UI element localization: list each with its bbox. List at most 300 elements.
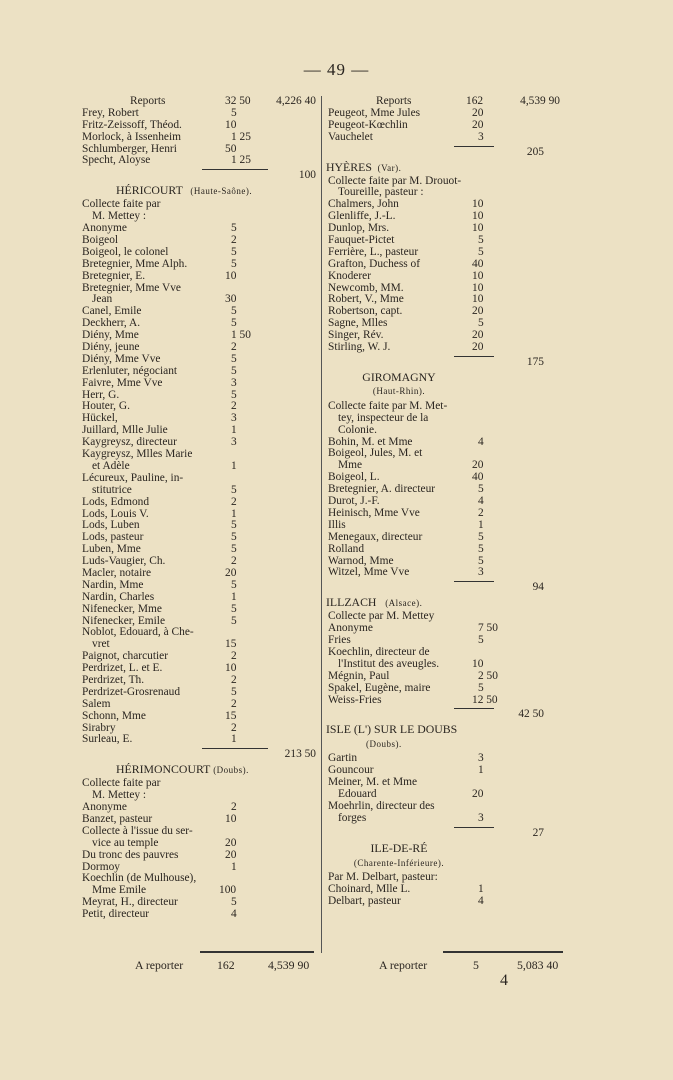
entry-amount: 12 50: [472, 693, 498, 706]
entry-amount: 5: [231, 896, 237, 909]
entry-name: Nardin, Mme: [82, 578, 144, 591]
entry-row: [324, 532, 574, 544]
entry-name: Choinard, Mlle L.: [328, 882, 411, 895]
entry-amount: 2: [231, 495, 237, 508]
entry-row: [324, 813, 574, 825]
entry-name: Glenliffe, J.-L.: [328, 210, 396, 223]
entry-name: stitutrice: [92, 483, 132, 496]
entry-name: Lods, Louis V.: [82, 507, 149, 520]
entry-row: [78, 155, 322, 167]
entry-name: Bretegnier, Mme Vve: [82, 281, 181, 294]
entry-row: [78, 120, 322, 132]
entry-name: Du tronc des pauvres: [82, 848, 179, 861]
entry-name: Vauchelet: [328, 130, 373, 143]
entry-name: Robert, V., Mme: [328, 293, 404, 306]
entry-amount: 10: [472, 281, 484, 294]
entry-amount: 10: [472, 222, 484, 235]
footer-left-subtotal: 162: [217, 958, 235, 972]
section-region: (Alsace).: [385, 598, 423, 609]
entry-name: Surleau, E.: [82, 733, 133, 746]
entry-amount: 40: [472, 471, 484, 484]
entry-amount: 3: [478, 752, 484, 765]
entry-row: [324, 108, 574, 120]
section-heading: [324, 723, 574, 753]
entry-name: Singer, Rév.: [328, 329, 384, 342]
entry-name: Bohin, M. et Mme: [328, 435, 413, 448]
entry-amount: 5: [231, 614, 237, 627]
entry-row: [324, 271, 574, 283]
entry-name: Spakel, Eugène, maire: [328, 681, 431, 694]
footer-rule-right: [443, 951, 563, 953]
entry-amount: 10: [225, 118, 237, 131]
entry-row: [324, 425, 574, 437]
entry-row: [78, 592, 322, 604]
entry-name: Heinisch, Mme Vve: [328, 506, 420, 519]
entry-row: [78, 378, 322, 390]
entry-name: Knoderer: [328, 269, 372, 282]
entry-amount: 5: [231, 685, 237, 698]
entry-amount: 10: [225, 812, 237, 825]
entry-name: Ferrière, L., pasteur: [328, 245, 419, 258]
section-title: GIROMAGNY: [362, 369, 436, 384]
entry-name: Lods, Luben: [82, 519, 140, 532]
entry-amount: 5: [231, 352, 237, 365]
entry-row: [324, 659, 574, 671]
section-heading: [324, 842, 574, 872]
entry-row: [78, 108, 322, 120]
entry-amount: 2: [231, 697, 237, 710]
entry-amount: 5: [478, 483, 484, 496]
entry-name: Koechlin (de Mulhouse),: [82, 872, 197, 885]
entry-name: Reports: [376, 95, 412, 107]
entry-amount: 10: [472, 657, 484, 670]
entry-name: Edouard: [338, 788, 377, 801]
entry-name: Morlock, à Issenheim: [82, 130, 182, 143]
entry-name: Lods, pasteur: [82, 531, 144, 544]
entry-name: Par M. Delbart, pasteur:: [328, 870, 438, 883]
footer-left-total: 4,539 90: [268, 958, 310, 972]
signature-mark: 4: [500, 972, 508, 989]
subtotal-rule: [202, 748, 268, 749]
entry-row: [78, 826, 322, 838]
entry-amount: 3: [231, 436, 237, 449]
entry-name: Meiner, M. et Mme: [328, 776, 418, 789]
entry-name: Toureille, pasteur :: [338, 186, 424, 199]
entry-amount: 2: [231, 341, 237, 354]
entry-amount: 20: [225, 566, 237, 579]
entry-amount: 3: [478, 566, 484, 579]
entry-row: [78, 247, 322, 259]
entry-amount: 30: [225, 293, 237, 306]
entry-row: [78, 485, 322, 497]
entry-amount: 2: [231, 801, 237, 814]
section-heading: [324, 596, 574, 611]
section-total-row: [324, 144, 574, 158]
entry-amount: 5: [231, 483, 237, 496]
entry-name: Nifenecker, Mme: [82, 602, 162, 615]
entry-row: [324, 120, 574, 132]
entry-row: [324, 623, 574, 635]
entry-amount: 32 50: [225, 95, 251, 107]
entry-name: Collecte faite par: [82, 777, 161, 790]
entry-name: Herr, G.: [82, 388, 120, 401]
entry-name: Stirling, W. J.: [328, 341, 391, 354]
entry-amount: 5: [231, 245, 237, 258]
section-total-row: [324, 579, 574, 593]
entry-amount: 5: [231, 257, 237, 270]
entry-amount: 5: [231, 364, 237, 377]
entry-name: Erlenluter, négociant: [82, 364, 178, 377]
entry-name: Koechlin, directeur de: [328, 645, 430, 658]
entry-amount: 1: [231, 860, 237, 873]
entry-amount: 10: [472, 293, 484, 306]
entry-name: Meyrat, H., directeur: [82, 896, 178, 909]
footer-right-total: 5,083 40: [517, 958, 559, 972]
entry-name: Gouncour: [328, 764, 374, 777]
entry-row: [324, 671, 574, 683]
entry-row: [324, 508, 574, 520]
entry-amount: 20: [472, 106, 484, 119]
entry-amount: 5: [231, 388, 237, 401]
entry-name: Anonyme: [82, 222, 127, 235]
entry-amount: 162: [466, 95, 484, 107]
footer-right-label: A reporter: [379, 958, 428, 972]
entry-amount: 1: [478, 882, 484, 895]
entry-name: Dunlop, Mrs.: [328, 222, 390, 235]
entry-amount: 5: [231, 305, 237, 318]
entry-name: Delbart, pasteur: [328, 894, 401, 907]
entry-name: l'Institut des aveugles.: [338, 657, 440, 670]
entry-amount: 20: [472, 341, 484, 354]
entry-name: Collecte faite par M. Drouot-: [328, 174, 462, 187]
entry-name: Macler, notaire: [82, 566, 152, 579]
entry-row: [78, 132, 322, 144]
entry-name: Newcomb, MM.: [328, 281, 404, 294]
footer-right-subtotal: 5: [473, 958, 479, 972]
section-title: ILLZACH: [326, 595, 377, 610]
entry-amount: 5: [478, 317, 484, 330]
entry-row: [78, 283, 322, 295]
entry-amount: 2 50: [478, 669, 498, 682]
entry-amount: 10: [472, 269, 484, 282]
entry-name: Boigeol, Jules, M. et: [328, 447, 423, 460]
entry-amount: 3: [478, 130, 484, 143]
section-heading: [78, 184, 322, 199]
entry-name: vice au temple: [92, 836, 159, 849]
footer-rule-left: [200, 951, 314, 953]
entry-row: [78, 699, 322, 711]
entry-name: Warnod, Mme: [328, 554, 394, 567]
entry-amount: 7 50: [478, 622, 498, 635]
entry-name: Luds-Vaugier, Ch.: [82, 555, 166, 568]
entry-amount: 2: [231, 673, 237, 686]
section-total: 175: [526, 355, 544, 368]
entry-row: [78, 838, 322, 850]
entry-row: [78, 259, 322, 271]
entry-amount: 4: [478, 495, 484, 508]
entry-amount: 10: [472, 198, 484, 211]
entry-amount: 1 25: [231, 130, 251, 143]
entry-name: Houter, G.: [82, 400, 130, 413]
section-total: 27: [532, 826, 544, 839]
entry-name: M. Mettey :: [92, 789, 147, 802]
entry-name: Collecte faite par M. Met-: [328, 399, 448, 412]
entry-name: Boigeol, L.: [328, 471, 380, 484]
entry-row: [324, 413, 574, 425]
entry-name: Luben, Mme: [82, 543, 141, 556]
section-total: 205: [526, 145, 544, 158]
entry-name: Lécureux, Pauline, in-: [82, 471, 184, 484]
entry-row: [78, 627, 322, 639]
entry-amount: 5: [478, 554, 484, 567]
entry-amount: 4: [231, 908, 237, 921]
entry-amount: 20: [472, 329, 484, 342]
entry-name: Illis: [328, 518, 346, 531]
entry-name: Bretegnier, E.: [82, 269, 146, 282]
entry-row: [324, 695, 574, 707]
entry-name: Colonie.: [338, 423, 377, 436]
entry-name: Boigeol, le colonel: [82, 245, 169, 258]
entry-amount: 20: [472, 788, 484, 801]
entry-name: Jean: [92, 293, 113, 306]
entry-row: [78, 473, 322, 485]
entry-name: forges: [338, 811, 367, 824]
entry-row: [324, 247, 574, 259]
entry-amount: 15: [225, 709, 237, 722]
entry-amount: 5: [231, 531, 237, 544]
entry-row: [78, 711, 322, 723]
entry-amount: 1 50: [231, 329, 251, 342]
entry-name: Gartin: [328, 752, 358, 765]
section-title: ISLE (L') SUR LE DOUBS: [326, 722, 458, 737]
entry-amount: 2: [231, 400, 237, 413]
subtotal-rule: [454, 708, 494, 709]
entry-row: [78, 580, 322, 592]
entry-amount: 10: [225, 662, 237, 675]
entry-name: tey, inspecteur de la: [338, 411, 429, 424]
section-total: 42 50: [518, 708, 544, 721]
subtotal-rule: [454, 146, 494, 147]
entry-name: Moehrlin, directeur des: [328, 799, 435, 812]
entry-name: Grafton, Duchess of: [328, 257, 421, 270]
section-total: 213 50: [284, 748, 316, 761]
entry-row: [78, 271, 322, 283]
section-total-row: [324, 706, 574, 720]
entry-name: Deckherr, A.: [82, 317, 141, 330]
carried-total: 4,226 40: [276, 95, 316, 107]
entry-name: Kaygreysz, directeur: [82, 436, 177, 449]
entry-name: M. Mettey :: [92, 210, 147, 223]
entry-row: [324, 520, 574, 532]
entry-amount: 5: [231, 602, 237, 615]
section-region: (Haut-Rhin).: [372, 385, 426, 396]
entry-name: Noblot, Edouard, à Che-: [82, 626, 194, 639]
entry-name: Banzet, pasteur: [82, 812, 153, 825]
entry-name: Mme Emile: [92, 884, 147, 897]
entry-amount: 2: [231, 650, 237, 663]
entry-row: [78, 909, 322, 921]
entry-name: Dormoy: [82, 860, 120, 873]
entry-amount: 2: [478, 506, 484, 519]
entry-name: Sirabry: [82, 721, 116, 734]
entry-name: Perdrizet, L. et E.: [82, 662, 163, 675]
entry-name: Faivre, Mme Vve: [82, 376, 163, 389]
entry-amount: 1: [231, 424, 237, 437]
entry-amount: 1: [231, 733, 237, 746]
entry-name: Frey, Robert: [82, 106, 139, 119]
entry-name: Schonn, Mme: [82, 709, 146, 722]
entry-name: Lods, Edmond: [82, 495, 150, 508]
entry-amount: 5: [478, 530, 484, 543]
section-total-row: [78, 167, 322, 181]
entry-name: Bretegnier, Mme Alph.: [82, 257, 188, 270]
entry-name: Collecte à l'issue du ser-: [82, 824, 193, 837]
entry-row: [324, 683, 574, 695]
subtotal-rule: [454, 581, 494, 582]
entry-amount: 5: [478, 542, 484, 555]
entry-row: [78, 497, 322, 509]
entry-name: Robertson, capt.: [328, 305, 403, 318]
entry-amount: 1: [231, 590, 237, 603]
entry-row: [78, 850, 322, 862]
section-total: 100: [298, 169, 316, 182]
entry-amount: 3: [231, 376, 237, 389]
entry-name: Peugeot, Mme Jules: [328, 106, 421, 119]
entry-name: vret: [92, 638, 110, 651]
entry-amount: 5: [478, 634, 484, 647]
entry-row: [324, 342, 574, 354]
entry-name: Canel, Emile: [82, 305, 142, 318]
entry-amount: 20: [472, 459, 484, 472]
entry-row: [324, 132, 574, 144]
entry-row: [78, 734, 322, 746]
section-title: HYÈRES: [326, 159, 372, 174]
entry-amount: 15: [225, 638, 237, 651]
column-divider: [321, 96, 322, 953]
section-total-row: [78, 746, 322, 760]
entry-name: Kaygreysz, Mlles Marie: [82, 448, 193, 461]
entry-amount: 1: [478, 764, 484, 777]
entry-amount: 5: [478, 234, 484, 247]
entry-name: Anonyme: [82, 801, 127, 814]
entry-amount: 100: [219, 884, 237, 897]
entry-amount: 2: [231, 234, 237, 247]
entry-row: [78, 366, 322, 378]
entry-amount: 40: [472, 257, 484, 270]
entry-amount: 3: [231, 412, 237, 425]
entry-name: Diény, Mme Vve: [82, 352, 161, 365]
entry-amount: 5: [231, 578, 237, 591]
section-region: (Doubs).: [213, 765, 249, 776]
subtotal-rule: [454, 827, 494, 828]
entry-name: Diény, Mme: [82, 329, 139, 342]
entry-name: Fries: [328, 634, 351, 647]
section-heading: [78, 763, 322, 778]
entry-amount: 20: [225, 848, 237, 861]
entry-amount: 1: [231, 507, 237, 520]
entry-amount: 10: [472, 210, 484, 223]
entry-amount: 20: [472, 305, 484, 318]
entry-name: Bretegnier, A. directeur: [328, 483, 436, 496]
entry-amount: 5: [231, 543, 237, 556]
entry-row: [324, 896, 574, 908]
right-column: [324, 96, 574, 907]
entry-name: Perdrizet, Th.: [82, 673, 145, 686]
entry-name: Juillard, Mlle Julie: [82, 424, 168, 437]
section-region: (Doubs).: [366, 739, 402, 750]
section-region: (Haute-Saône).: [190, 186, 253, 197]
entry-name: Petit, directeur: [82, 908, 150, 921]
footer-left-label: A reporter: [135, 958, 184, 972]
subtotal-rule: [202, 169, 268, 170]
section-heading: [324, 371, 574, 401]
entry-name: Boigeol: [82, 234, 119, 247]
entry-amount: 10: [225, 269, 237, 282]
section-heading: [324, 161, 574, 176]
entry-name: Specht, Aloyse: [82, 154, 151, 167]
entry-name: Nifenecker, Emile: [82, 614, 166, 627]
entry-name: Sagne, Mlles: [328, 317, 388, 330]
entry-name: Collecte par M. Mettey: [328, 610, 435, 623]
section-region: (Var).: [377, 162, 402, 173]
entry-amount: 20: [472, 118, 484, 131]
entry-name: Mégnin, Paul: [328, 669, 390, 682]
entry-row: [324, 884, 574, 896]
section-title: HÉRIMONCOURT: [116, 762, 211, 777]
section-total-row: [324, 825, 574, 839]
entry-name: Witzel, Mme Vve: [328, 566, 410, 579]
entry-row: [324, 544, 574, 556]
entry-amount: 5: [231, 519, 237, 532]
entry-amount: 4: [478, 894, 484, 907]
page-number: — 49 —: [303, 60, 370, 79]
entry-name: Mme: [338, 459, 363, 472]
entry-name: Anonyme: [328, 622, 373, 635]
entry-amount: 2: [231, 721, 237, 734]
entry-name: Chalmers, John: [328, 198, 399, 211]
entry-name: Paignot, charcutier: [82, 650, 169, 663]
section-title: ILE-DE-RÉ: [370, 840, 428, 855]
entry-amount: 50: [225, 142, 237, 155]
entry-amount: 20: [225, 836, 237, 849]
entry-name: Perdrizet-Grosrenaud: [82, 685, 181, 698]
entry-amount: 5: [231, 317, 237, 330]
entry-amount: 1 25: [231, 154, 251, 167]
entry-name: Salem: [82, 697, 111, 710]
section-title: HÉRICOURT: [116, 183, 183, 198]
entry-amount: 5: [231, 222, 237, 235]
entry-name: Collecte faite par: [82, 198, 161, 211]
section-region: (Charente-Inférieure).: [353, 857, 445, 868]
entry-row: [324, 259, 574, 271]
entry-name: Diény, jeune: [82, 341, 140, 354]
entry-name: Reports: [130, 95, 166, 107]
entry-amount: 3: [478, 811, 484, 824]
entry-amount: 2: [231, 555, 237, 568]
entry-name: Fauquet-Pictet: [328, 234, 395, 247]
entry-name: et Adèle: [92, 459, 130, 472]
entry-name: Fritz-Zeissoff, Théod.: [82, 118, 182, 131]
entry-row: [324, 567, 574, 579]
entry-name: Menegaux, directeur: [328, 530, 423, 543]
entry-name: Peugeot-Kœchlin: [328, 118, 408, 131]
entry-name: Hückel,: [82, 412, 118, 425]
section-total-row: [324, 354, 574, 368]
entry-amount: 5: [231, 106, 237, 119]
entry-amount: 5: [478, 681, 484, 694]
entry-name: Nardin, Charles: [82, 590, 155, 603]
entry-name: Rolland: [328, 542, 365, 555]
